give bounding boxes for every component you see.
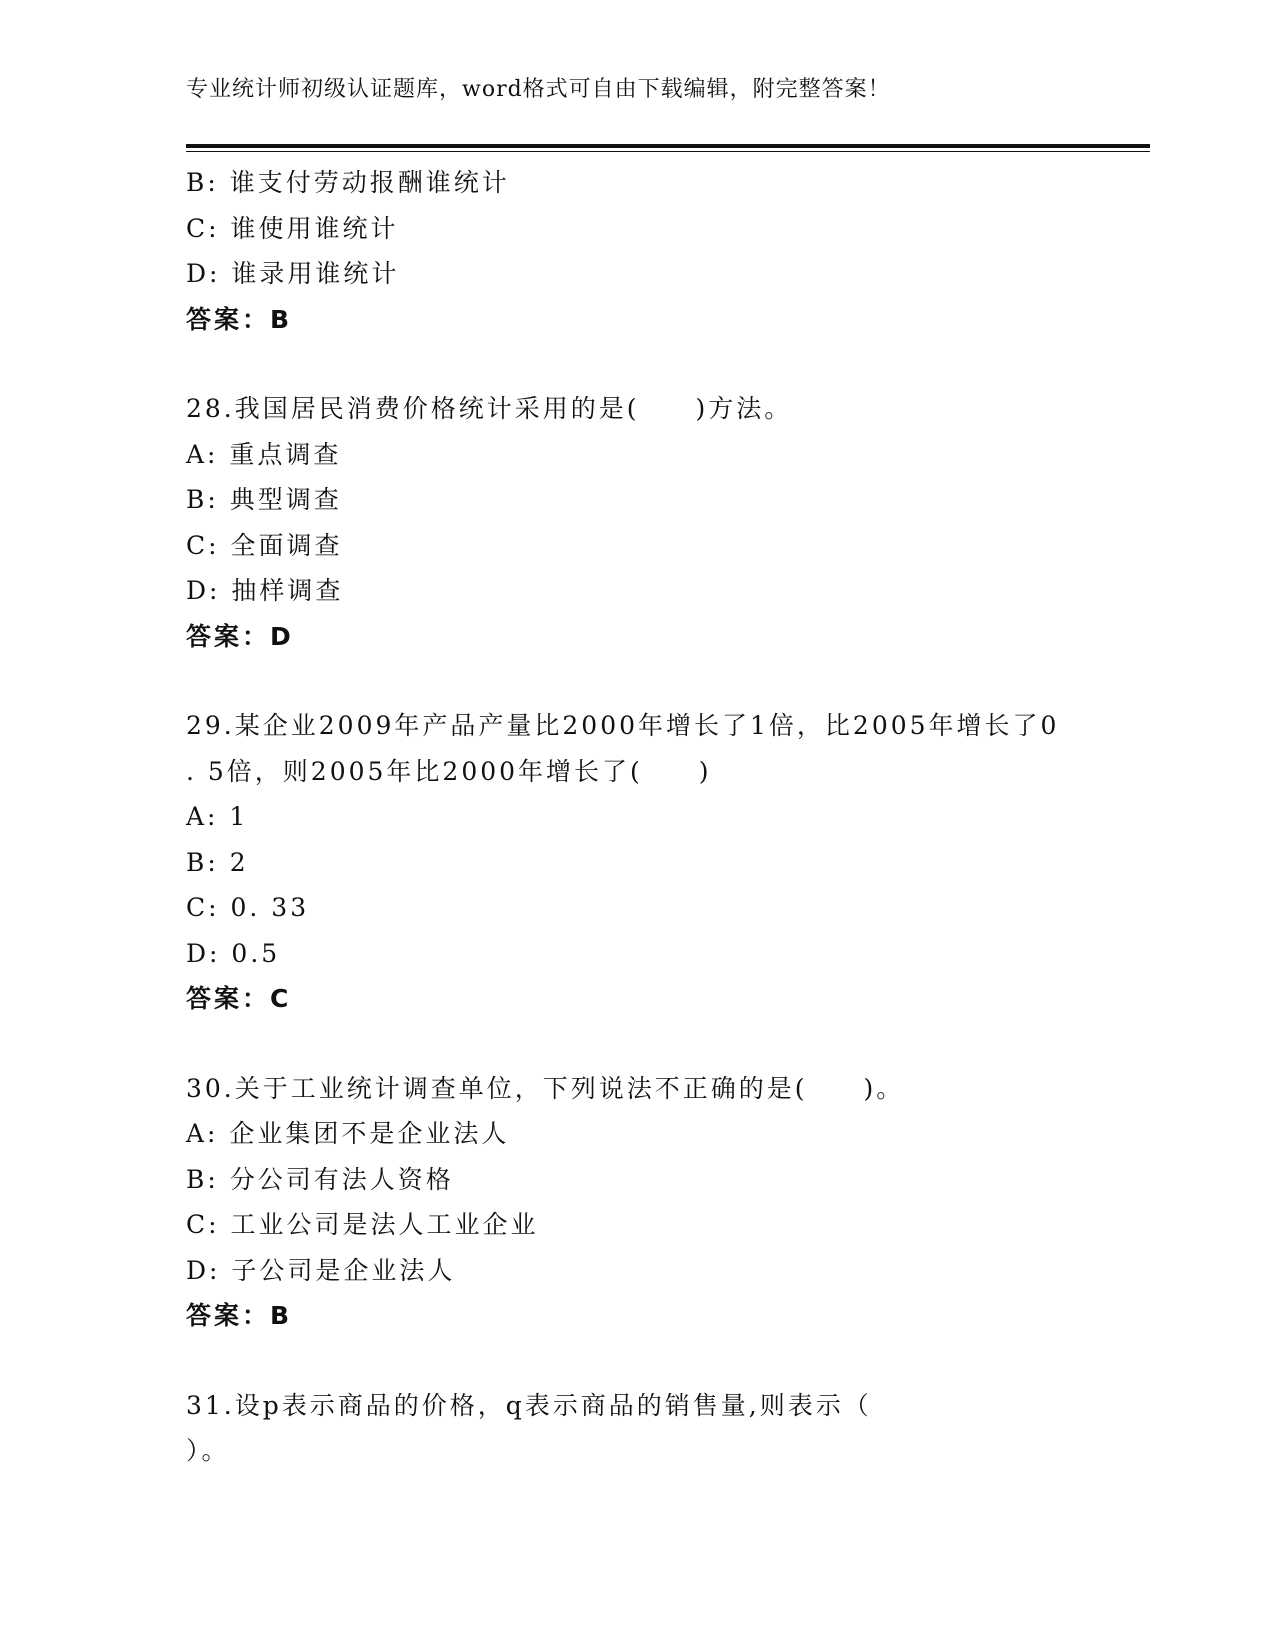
option-c: C: 0. 33 [186, 893, 310, 922]
spacer [186, 342, 1086, 386]
question-block-27 [186, 160, 1086, 342]
question-text: 31.设p表示商品的价格，q表示商品的销售量,则表示（ [186, 1390, 872, 1420]
header-rule-thick [186, 144, 1150, 148]
answer-line: 答案：C [186, 984, 292, 1013]
option-c: C: 工业公司是法人工业企业 [186, 1210, 539, 1239]
option-b: B: 分公司有法人资格 [186, 1164, 454, 1194]
header-rule-thin [186, 151, 1150, 152]
question-block-29 [186, 703, 1086, 1022]
question-block-31 [186, 1383, 1086, 1474]
spacer [186, 659, 1086, 703]
question-text: 30.关于工业统计调查单位，下列说法不正确的是( )。 [186, 1073, 905, 1103]
option-b: B: 2 [186, 847, 249, 877]
question-text-continued: . 5倍，则2005年比2000年增长了( ) [186, 756, 712, 786]
option-d: D: 0.5 [186, 938, 281, 968]
question-text: 28.我国居民消费价格统计采用的是( )方法。 [186, 394, 793, 423]
option-c: C: 谁使用谁统计 [186, 213, 399, 243]
option-a: A: 重点调查 [186, 439, 342, 469]
option-b: B: 典型调查 [186, 485, 342, 514]
question-block-28 [186, 386, 1086, 659]
question-block-30 [186, 1066, 1086, 1339]
answer-line: 答案：B [186, 1301, 293, 1330]
answer-line: 答案：D [186, 621, 294, 651]
spacer [186, 1022, 1086, 1066]
option-d: D: 谁录用谁统计 [186, 259, 400, 288]
question-text: 29.某企业2009年产品产量比2000年增长了1倍，比2005年增长了0 [186, 711, 1060, 740]
option-d: D: 子公司是企业法人 [186, 1255, 456, 1285]
option-a: A: 1 [186, 802, 249, 831]
answer-line: 答案：B [186, 304, 293, 334]
option-c: C: 全面调查 [186, 530, 343, 560]
spacer [186, 1339, 1086, 1383]
question-text-continued: ）。 [186, 1436, 230, 1465]
option-a: A: 企业集团不是企业法人 [186, 1119, 510, 1148]
document-body [186, 160, 1086, 1474]
option-b: B: 谁支付劳动报酬谁统计 [186, 168, 510, 197]
page-header: 专业统计师初级认证题库，word格式可自由下载编辑，附完整答案！ [186, 77, 891, 102]
option-d: D: 抽样调查 [186, 576, 344, 605]
